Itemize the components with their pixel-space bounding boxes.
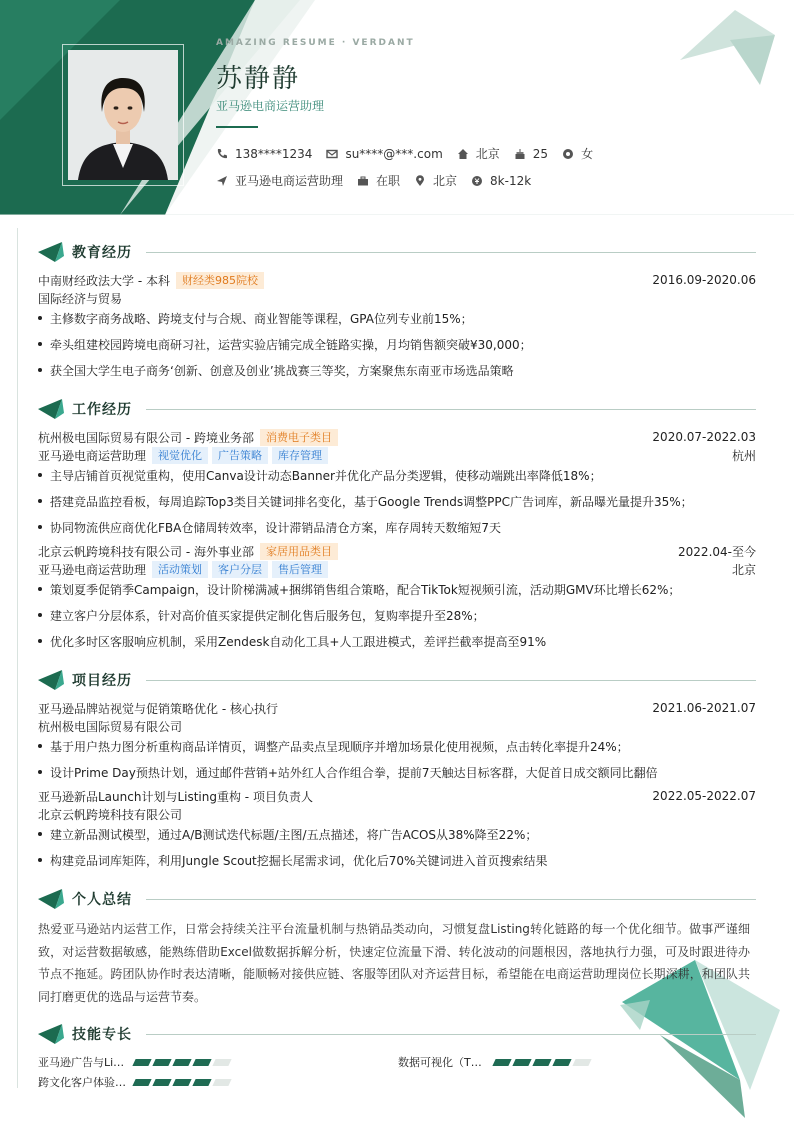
- project-org-row: [38, 805, 756, 823]
- job-date: 2020.07-2022.03: [652, 430, 756, 444]
- skill-item: [38, 1054, 234, 1070]
- home-text: 北京: [475, 147, 500, 161]
- list-item: 建立新品测试模型，通过A/B测试迭代标题/主图/五点描述，将广告ACOS从38%降至22%；: [38, 825, 756, 843]
- skill-tag: 库存管理: [272, 447, 328, 464]
- skill-level-segment: [492, 1059, 511, 1066]
- section-heading: 工作经历: [72, 402, 132, 418]
- gender-text: 女: [581, 147, 594, 161]
- project-header: [38, 787, 756, 805]
- project-date: 2022.05-2022.07: [652, 789, 756, 803]
- contact-home: [457, 145, 500, 162]
- project-header: [38, 699, 756, 717]
- school-name: 中南财经政法大学 - 本科: [38, 273, 170, 288]
- gender-icon: [562, 148, 574, 160]
- section-rule: [146, 409, 756, 410]
- intent-status: [357, 172, 400, 189]
- list-item: 策划夏季促销季Campaign，设计阶梯满减+捆绑销售组合策略，配合TikTok短视频引流，活动期GMV环比增长62%；: [38, 580, 756, 598]
- section-heading: 项目经历: [72, 673, 132, 689]
- contact-row: [216, 145, 607, 162]
- contact-email[interactable]: [326, 147, 442, 161]
- skill-level-segment: [192, 1059, 211, 1066]
- home-icon: [457, 148, 469, 160]
- location-icon: [414, 175, 426, 187]
- skill-level-segment: [192, 1079, 211, 1086]
- intent-row: [216, 172, 545, 189]
- list-item: 获全国大学生电子商务‘创新、创意及创业’挑战赛三等奖，方案聚焦东南亚市场选品策略: [38, 361, 756, 379]
- section-education: [38, 242, 756, 262]
- age-text: 25: [532, 146, 549, 161]
- education-major: 国际经济与贸易: [38, 291, 123, 306]
- section-flag-icon: [38, 399, 64, 419]
- skill-tag: 视觉优化: [152, 447, 208, 464]
- intent-city-text: 北京: [433, 174, 458, 188]
- section-rule: [146, 680, 756, 681]
- section-rule: [146, 1034, 756, 1035]
- cake-icon: [514, 148, 526, 160]
- skill-level-segment: [172, 1079, 191, 1086]
- phone-icon: [216, 148, 228, 160]
- section-skills: [38, 1024, 756, 1044]
- skill-level-segment: [552, 1059, 571, 1066]
- candidate-title: 亚马逊电商运营助理: [216, 99, 325, 113]
- contact-gender: [562, 145, 593, 162]
- salary-icon: [471, 175, 483, 187]
- skill-level-segment: [212, 1059, 231, 1066]
- skill-level-segment: [512, 1059, 531, 1066]
- project-date: 2021.06-2021.07: [652, 701, 756, 715]
- list-item: 协同物流供应商优化FBA仓储周转效率，设计滞销品清仓方案，库存周转天数缩短7天: [38, 518, 756, 536]
- intent-salary: [471, 174, 531, 188]
- list-item: 建立客户分层体系，针对高价值买家提供定制化售后服务包，复购率提升至28%；: [38, 606, 756, 624]
- title-underline: [216, 126, 258, 128]
- intent-city: [414, 172, 457, 189]
- company-name: 杭州极电国际贸易有限公司 - 跨境业务部: [38, 430, 254, 445]
- project-org: 北京云帆跨境科技有限公司: [38, 807, 183, 822]
- intent-salary-text: 8k-12k: [490, 173, 532, 188]
- education-entry: [38, 271, 756, 289]
- list-item: 设计Prime Day预热计划，通过邮件营销+站外红人合作组合拳，提前7天触达目标客群，大促首日成交额同比翻倍: [38, 763, 756, 781]
- skill-tag: 客户分层: [212, 561, 268, 578]
- intent-status-text: 在职: [376, 174, 401, 188]
- skill-level-segment: [212, 1079, 231, 1086]
- company-name: 北京云帆跨境科技有限公司 - 海外事业部: [38, 544, 254, 559]
- skill-level-bar: [134, 1059, 234, 1066]
- skill-item: [38, 1074, 234, 1090]
- header-watermark: AMAZING RESUME · VERDANT: [216, 38, 415, 48]
- section-flag-icon: [38, 242, 64, 262]
- job-header: [38, 428, 756, 446]
- section-heading: 技能专长: [72, 1027, 132, 1043]
- school-tag: 财经类985院校: [176, 272, 264, 289]
- intent-position: [216, 172, 343, 189]
- list-item: 构建竞品词库矩阵，利用Jungle Scout挖掘长尾需求词，优化后70%关键词进入首页搜索结果: [38, 851, 756, 869]
- category-tag: 家居用品类目: [260, 543, 338, 560]
- resume-header: [0, 0, 794, 215]
- skill-level-segment: [152, 1059, 171, 1066]
- list-item: 基于用户热力图分析重构商品详情页，调整产品卖点呈现顺序并增加场景化使用视频，点击转化率提升24%；: [38, 737, 756, 755]
- list-item: 优化多时区客服响应机制，采用Zendesk自动化工具+人工跟进模式，差评拦截率提高至91%: [38, 632, 756, 650]
- project-org-row: [38, 717, 756, 735]
- briefcase-icon: [357, 175, 369, 187]
- skill-level-segment: [532, 1059, 551, 1066]
- contact-phone[interactable]: [216, 147, 312, 161]
- skill-name: 跨文化客户体验…: [38, 1076, 126, 1089]
- skill-name: 亚马逊广告与Li…: [38, 1056, 125, 1069]
- job-city: 北京: [731, 562, 756, 577]
- project-name: 亚马逊新品Launch计划与Listing重构 - 项目负责人: [38, 789, 313, 804]
- list-item: 搭建竞品监控看板，每周追踪Top3类目关键词排名变化，基于Google Trends调整PPC广告词库，新品曝光量提升35%；: [38, 492, 756, 510]
- section-flag-icon: [38, 1024, 64, 1044]
- skill-level-segment: [152, 1079, 171, 1086]
- skill-level-segment: [132, 1079, 151, 1086]
- skill-name: 数据可视化（T…: [398, 1056, 482, 1069]
- job-role: 亚马逊电商运营助理: [38, 448, 147, 463]
- skill-tag: 广告策略: [212, 447, 268, 464]
- list-item: 主修数字商务战略、跨境支付与合规、商业智能等课程，GPA位列专业前15%；: [38, 309, 756, 327]
- list-item: 主导店铺首页视觉重构，使用Canva设计动态Banner并优化产品分类逻辑，使移动端跳出率降低18%；: [38, 466, 756, 484]
- skill-level-segment: [132, 1059, 151, 1066]
- profile-photo: [68, 50, 178, 180]
- section-work: [38, 399, 756, 419]
- candidate-name: 苏静静: [216, 64, 301, 94]
- summary-text: 热爱亚马逊站内运营工作，日常会持续关注平台流量机制与热销品类动向，习惯复盘Listing转化链路的每一个优化细节。做事严谨细致，对运营数据敏感，能熟练借助Excel做数据拆解分析，快速定位流量下滑、转化波动的问题根因，落地执行力强，可及时跟进待办节点不拖延。跨团队协作时表达清晰，能顺畅对接供应链、客服等团队对齐运营目标，希望能在电商运营助理岗位长期深耕，和团队共同打磨更优的选品与运营节奏。: [38, 922, 750, 1004]
- section-summary: [38, 889, 756, 909]
- section-heading: 教育经历: [72, 245, 132, 261]
- skill-level-segment: [572, 1059, 591, 1066]
- job-date: 2022.04-至今: [678, 544, 756, 559]
- section-rule: [146, 899, 756, 900]
- section-projects: [38, 670, 756, 690]
- section-heading: 个人总结: [72, 892, 132, 908]
- intent-position-text: 亚马逊电商运营助理: [235, 174, 344, 188]
- section-rule: [146, 252, 756, 253]
- job-city: 杭州: [731, 448, 756, 463]
- job-role: 亚马逊电商运营助理: [38, 562, 147, 577]
- skill-level-segment: [172, 1059, 191, 1066]
- project-name: 亚马逊品牌站视觉与促销策略优化 - 核心执行: [38, 701, 278, 716]
- skill-level-bar: [494, 1059, 594, 1066]
- list-item: 牵头组建校园跨境电商研习社，运营实验店铺完成全链路实操，月均销售额突破¥30,000；: [38, 335, 756, 353]
- education-date: 2016.09-2020.06: [652, 273, 756, 287]
- skill-tag: 售后管理: [272, 561, 328, 578]
- skill-level-bar: [134, 1079, 234, 1086]
- job-role-row: [38, 446, 756, 464]
- category-tag: 消费电子类目: [260, 429, 338, 446]
- job-role-row: [38, 560, 756, 578]
- left-divider: [17, 228, 18, 1088]
- project-org: 杭州极电国际贸易有限公司: [38, 719, 183, 734]
- email-text: su****@***.com: [345, 146, 443, 161]
- mail-icon: [326, 148, 338, 160]
- contact-age: [514, 147, 548, 161]
- section-flag-icon: [38, 670, 64, 690]
- skill-item: [398, 1054, 594, 1070]
- skill-tag: 活动策划: [152, 561, 208, 578]
- job-header: [38, 542, 756, 560]
- send-icon: [216, 175, 228, 187]
- phone-text: 138****1234: [235, 146, 313, 161]
- section-flag-icon: [38, 889, 64, 909]
- education-major-row: [38, 289, 756, 307]
